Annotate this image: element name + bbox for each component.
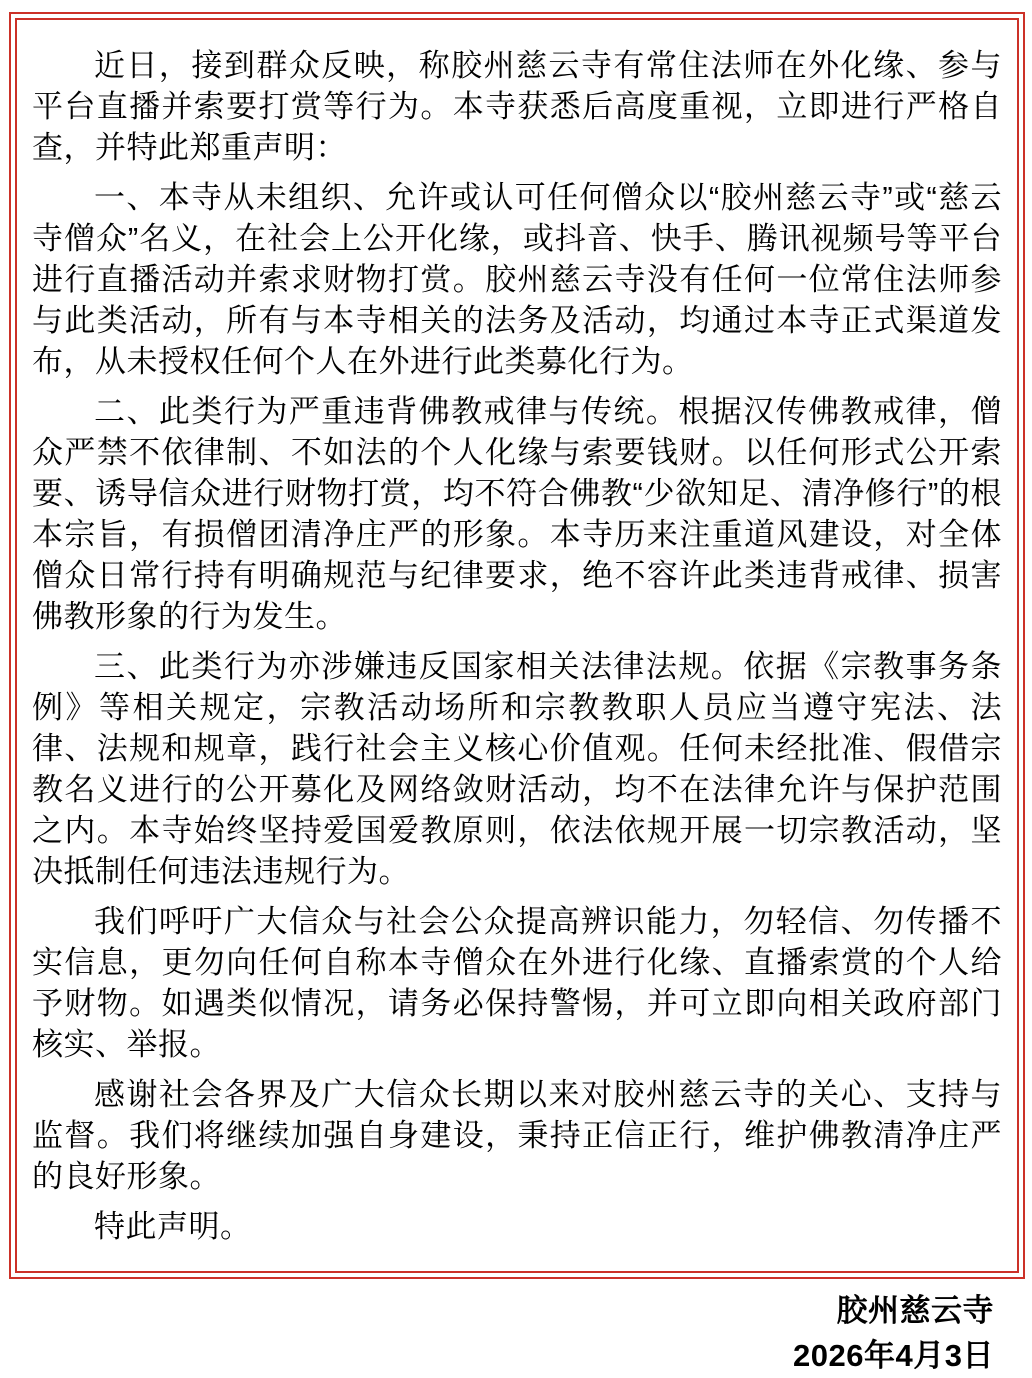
paragraph-item-3: 三、此类行为亦涉嫌违反国家相关法律法规。依据《宗教事务条例》等相关规定，宗教活动场所和宗教教职人员应当遵守宪法、法律、法规和规章，践行社会主义核心价值观。任何未经批准、假借宗教名义进行的公开募化及网络敛财活动，均不在法律允许与保护范围之内。本寺始终坚持爱国爱教原则，依法依规开展一切宗教活动，坚决抵制任何违法违规行为。 — [32, 649, 1002, 889]
paragraph-item-1: 一、本寺从未组织、允许或认可任何僧众以“胶州慈云寺”或“慈云寺僧众”名义，在社会上公开化缘，或抖音、快手、腾讯视频号等平台进行直播活动并索求财物打赏。胶州慈云寺没有任何一位常住法师参与此类活动，所有与本寺相关的法务及活动，均通过本寺正式渠道发布，从未授权任何个人在外进行此类募化行为。 — [32, 180, 1002, 379]
paragraph-thanks: 感谢社会各界及广大信众长期以来对胶州慈云寺的关心、支持与监督。我们将继续加强自身建设，秉持正信正行，维护佛教清净庄严的良好形象。 — [32, 1077, 1002, 1194]
statement-body — [17, 20, 1017, 1378]
paragraph-appeal: 我们呼吁广大信众与社会公众提高辨识能力，勿轻信、勿传播不实信息，更勿向任何自称本寺僧众在外进行化缘、直播索赏的个人给予财物。如遇类似情况，请务必保持警惕，并可立即向相关政府部门核实、举报。 — [32, 904, 1002, 1062]
paragraph-closing: 特此声明。 — [94, 1209, 252, 1244]
outer-red-border — [9, 12, 1025, 1373]
inner-red-border — [15, 18, 1019, 1373]
paragraph-intro: 近日，接到群众反映，称胶州慈云寺有常住法师在外化缘、参与平台直播并索要打赏等行为。本寺获悉后高度重视，立即进行严格自查，并特此郑重声明： — [32, 48, 1002, 165]
paragraph-item-2: 二、此类行为严重违背佛教戒律与传统。根据汉传佛教戒律，僧众严禁不依律制、不如法的个人化缘与索要钱财。以任何形式公开索要、诱导信众进行财物打赏，均不符合佛教“少欲知足、清净修行”的根本宗旨，有损僧团清净庄严的形象。本寺历来注重道风建设，对全体僧众日常行持有明确规范与纪律要求，绝不容许此类违背戒律、损害佛教形象的行为发生。 — [32, 394, 1002, 634]
signature-block — [32, 1288, 1002, 1378]
signature-name: 胶州慈云寺 — [836, 1293, 994, 1328]
signature-date: 2026年4月3日 — [793, 1338, 994, 1373]
